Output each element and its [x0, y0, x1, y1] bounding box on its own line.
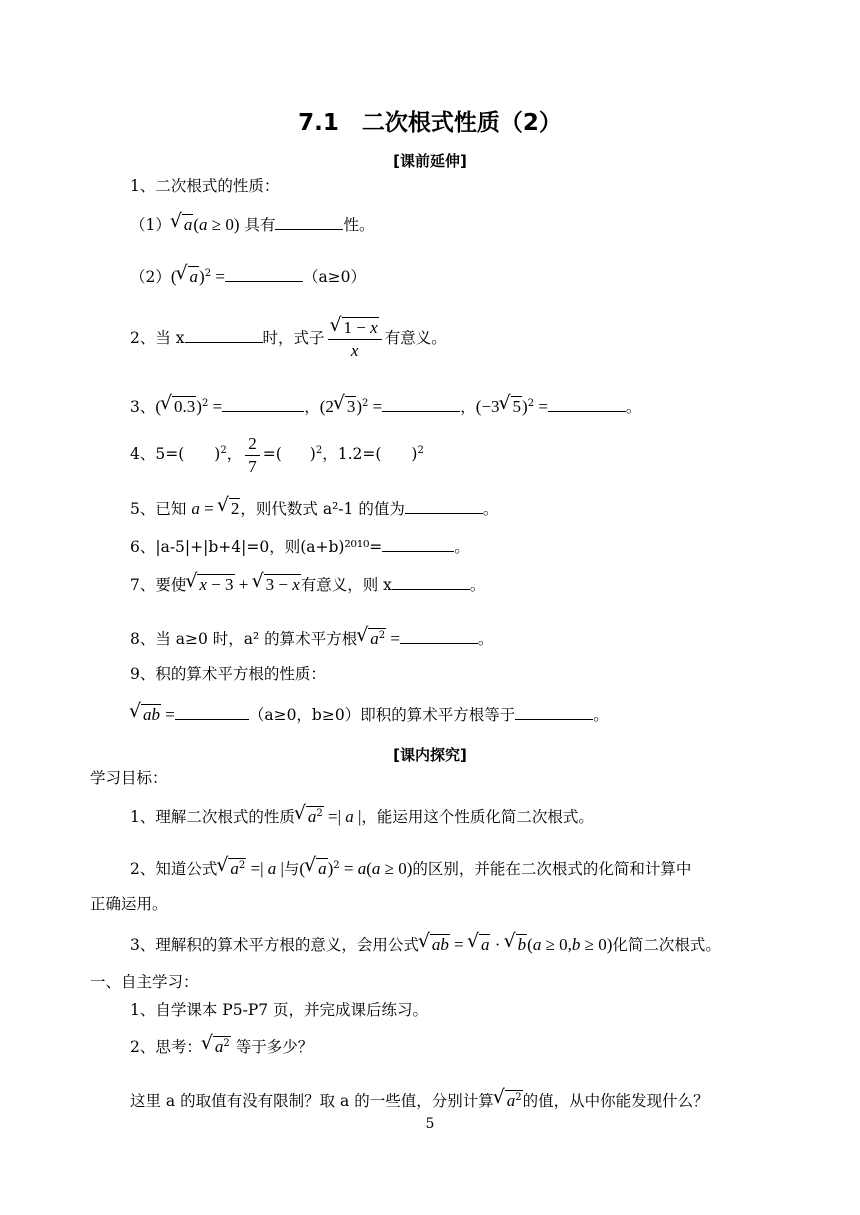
goal-1: 1、理解二次根式的性质√ $a^2$ =| a |，能运用这个性质化简二次根式。	[130, 806, 594, 827]
part-1-item-1: 1、自学课本 P5-P7 页，并完成课后练习。	[130, 1001, 429, 1019]
q1-2: （2）(√ a)$^2$ = （a≥0）	[130, 266, 366, 287]
q4: 4、5=( )$^2$， $\frac{2}{7}$ =( )$^2$，1.2=( )$^2$	[130, 433, 424, 476]
part-1-item-3: 这里 a 的取值有没有限制？取 a 的一些值，分别计算√ $a^2$的值，从中你能发现什么？	[130, 1090, 709, 1111]
goal-3: 3、理解积的算术平方根的意义，会用公式√ ab = √ a · √ b(a ≥ 0,b ≥ 0)化简二次根式。	[130, 934, 721, 955]
q9-formula: √ ab = （a≥0，b≥0）即积的算术平方根等于 。	[130, 704, 609, 725]
page-title: 7.1 二次根式性质（2）	[298, 110, 562, 136]
goal-2-cont: 正确运用。	[90, 895, 168, 913]
goal-2: 2、知道公式√ $a^2$ =| a |与(√ a)$^2$ = a(a ≥ 0)的区别，并能在二次根式的化简和计算中	[130, 858, 691, 879]
q6: 6、|a-5|+|b+4|=0，则(a+b)²⁰¹⁰= 。	[130, 538, 470, 556]
section-heading-pre: [课前延伸]	[393, 152, 467, 170]
goals-title: 学习目标：	[90, 769, 168, 787]
section-heading-in: [课内探究]	[393, 746, 467, 764]
q5: 5、已知 a = √ 2，则代数式 a²-1 的值为 。	[130, 498, 498, 519]
q8: 8、当 a≥0 时，a² 的算术平方根√ $a^2$ = 。	[130, 628, 493, 649]
q9-text: 9、积的算术平方根的性质：	[130, 665, 326, 683]
q7: 7、要使√ x − 3 + √ 3 − x有意义，则 x 。	[130, 574, 485, 595]
q1-1: （1）√ a(a ≥ 0) 具有 性。	[130, 214, 375, 235]
q2: 2、当 x 时，式子 √ $\frac{1 - x}{x}$ 有意义。	[130, 316, 447, 362]
q1-text: 1、二次根式的性质：	[130, 177, 280, 195]
part-1-heading: 一、自主学习：	[90, 973, 199, 991]
q3: 3、(√ 0.3)$^2$ = ，(2√ 3)$^2$ = ，(−3√ 5)$^2$ = 。	[130, 396, 641, 417]
page-number: 5	[425, 1116, 435, 1132]
part-1-item-2: 2、思考：√ $a^2$ 等于多少？	[130, 1036, 313, 1057]
